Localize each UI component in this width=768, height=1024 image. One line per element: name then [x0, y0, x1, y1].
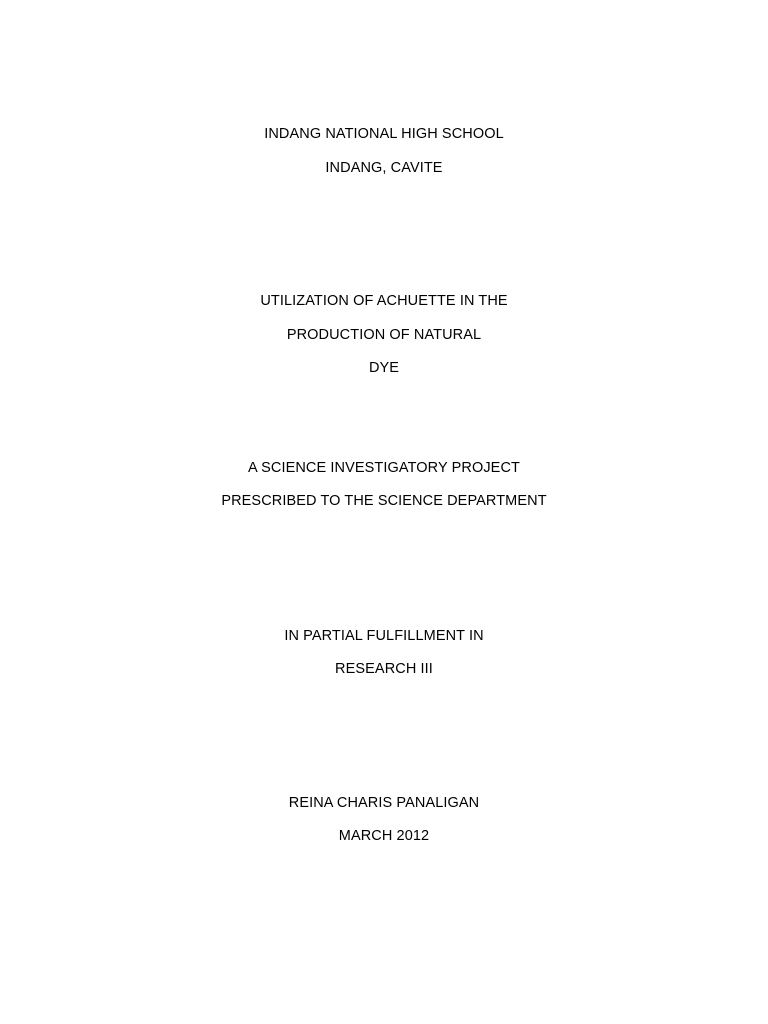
- project-line-2: PRESCRIBED TO THE SCIENCE DEPARTMENT: [221, 493, 547, 509]
- fulfillment-line-1: IN PARTIAL FULFILLMENT IN: [284, 628, 484, 644]
- school-location: INDANG, CAVITE: [325, 160, 443, 176]
- fulfillment-line-2: RESEARCH III: [335, 661, 433, 677]
- title-line-3: DYE: [368, 360, 400, 376]
- title-line-1: UTILIZATION OF ACHUETTE IN THE: [260, 293, 508, 309]
- project-line-1: A SCIENCE INVESTIGATORY PROJECT: [248, 460, 520, 476]
- title-line-2: PRODUCTION OF NATURAL: [286, 327, 482, 343]
- school-name: INDANG NATIONAL HIGH SCHOOL: [264, 126, 504, 142]
- author-name: REINA CHARIS PANALIGAN: [288, 795, 480, 811]
- submission-date: MARCH 2012: [338, 828, 430, 844]
